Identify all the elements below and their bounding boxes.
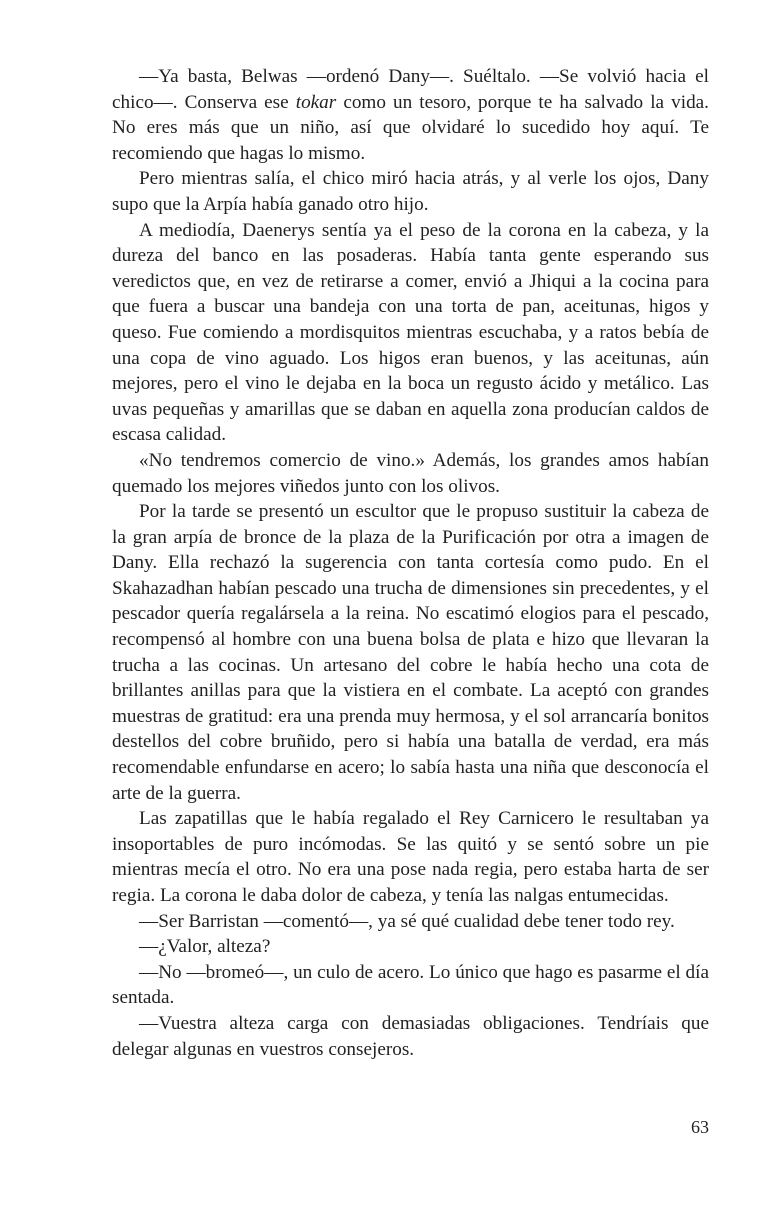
dialogue-line: —¿Valor, alteza? — [139, 936, 271, 958]
paragraph: Las zapatillas que le había regalado el Rey Carnicero le resultaban ya insoportables de puro incómodas. Se las quitó y se sentó sobre un pie mientras mecía el otro. No era una pose nada regia, pero estaba harta de ser regia. La corona le daba dolor de cabeza, y tenía las nalgas entumecidas. — [112, 808, 709, 906]
paragraph: Por la tarde se presentó un escultor que le propuso sustituir la cabeza de la gran arpía de bronce de la plaza de la Purificación por otra a imagen de Dany. Ella rechazó la sugerencia con tanta cortesía como pudo. En el Skahazadhan habían pescado una trucha de dimensiones sin precedentes, y el pescador quería regalársela a la reina. No escatimó elogios para el pescado, recompensó al hombre con una buena bolsa de plata e hizo que llevaran la trucha a las cocinas. Un artesano del cobre le había hecho una cota de brillantes anillas para que la vistiera en el combate. La aceptó con grandes muestras de gratitud: era una prenda muy hermosa, y el sol arrancaría bonitos destellos del cobre bruñido, pero si había una batalla de verdad, era más recomendable enfundarse en acero; lo sabía hasta una niña que desconocía el arte de la guerra. — [112, 501, 709, 804]
page-number: 63 — [691, 1117, 709, 1137]
dialogue-line: —No —bromeó—, un culo de acero. Lo único que hago es pasarme el día sentada. — [112, 961, 709, 1009]
paragraph-text-start: —Ya basta, Belwas —ordenó Dany—. Suéltalo. —Se volvió hacia el chico—. Conserva ese — [112, 66, 709, 113]
paragraph-text-end: como un tesoro, porque te ha salvado la vida. No eres más que un niño, así que olvidaré lo sucedido hoy aquí. Te recomiendo que hagas lo mismo. — [112, 91, 709, 164]
paragraph: Pero mientras salía, el chico miró hacia atrás, y al verle los ojos, Dany supo que la Arpía había ganado otro hijo. — [112, 168, 709, 215]
dialogue-line: —Vuestra alteza carga con demasiadas obligaciones. Tendríais que delegar algunas en vuestros consejeros. — [112, 1012, 709, 1060]
paragraph: «No tendremos comercio de vino.» Además, los grandes amos habían quemado los mejores viñedos junto con los olivos. — [112, 449, 709, 497]
italic-word: tokar — [295, 91, 337, 113]
paragraph — [112, 64, 709, 166]
page-body — [112, 64, 709, 1062]
dialogue-line: —Ser Barristan —comentó—, ya sé qué cualidad debe tener todo rey. — [139, 910, 675, 932]
paragraph: A mediodía, Daenerys sentía ya el peso de la corona en la cabeza, y la dureza del banco en las posaderas. Había tanta gente esperando sus veredictos que, en vez de retirarse a comer, envió a Jhiqui a la cocina para que fuera a buscar una bandeja con una torta de pan, aceitunas, higos y queso. Fue comiendo a mordisquitos mientras escuchaba, y a ratos bebía de una copa de vino aguado. Los higos eran buenos, y las aceitunas, aún mejores, pero el vino le dejaba en la boca un regusto ácido y metálico. Las uvas pequeñas y amarillas que se daban en aquella zona producían caldos de escasa calidad. — [112, 219, 709, 446]
